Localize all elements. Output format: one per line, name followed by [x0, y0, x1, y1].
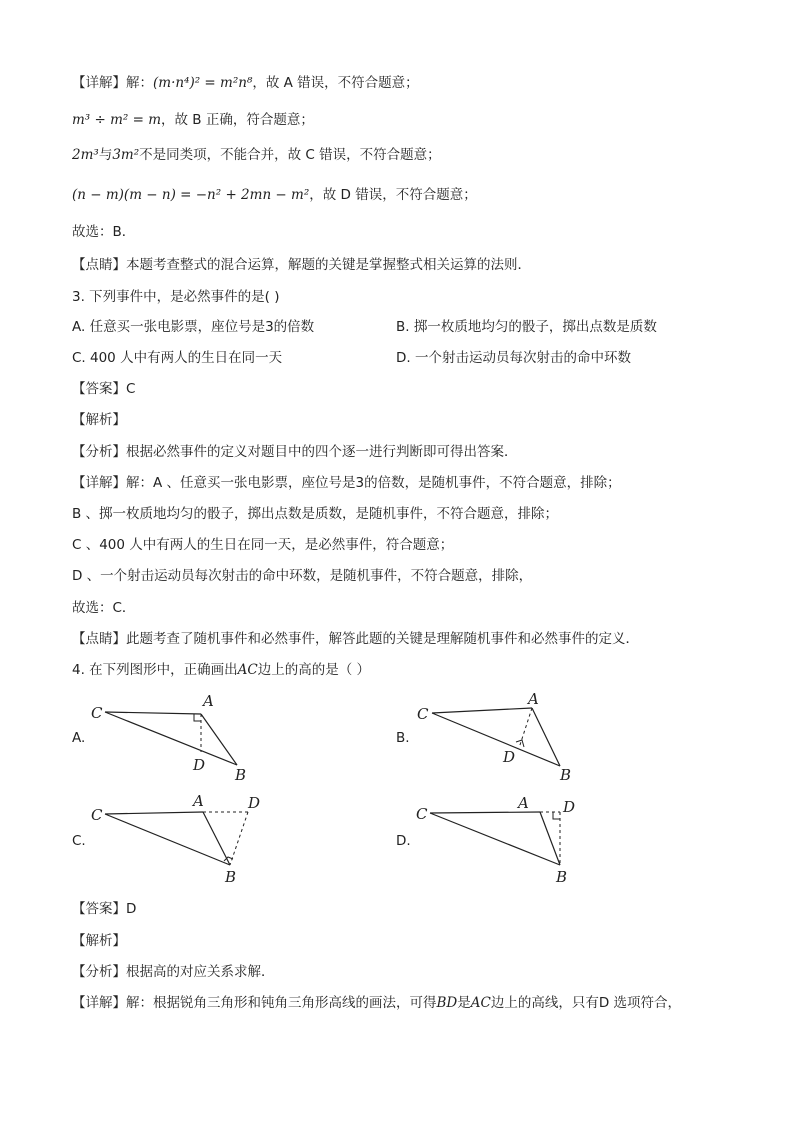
comment-text: 此题考查了随机事件和必然事件，解答此题的关键是理解随机事件和必然事件的定义． — [126, 631, 639, 647]
detail-tag: 【详解】 — [72, 995, 126, 1011]
q3-fenxi — [72, 442, 518, 462]
q4-analysis-tag: 【解析】 — [72, 933, 126, 949]
comment-text: 本题考查整式的混合运算，解题的关键是掌握整式相关运算的法则． — [126, 257, 531, 273]
answer-value: D — [126, 901, 137, 917]
q2-detail-line-d — [72, 185, 477, 205]
term-c1: 2m³ — [72, 147, 99, 163]
verdict-c: 不是同类项，不能合并，故 C 错误，不符合题意； — [139, 147, 441, 163]
vertex-d-label: D — [248, 794, 261, 812]
detail-prefix: 解： — [126, 75, 153, 91]
q2-comment — [72, 255, 531, 275]
q3-detail-line-2: B 、掷一枚质地均匀的骰子，掷出点数是质数，是随机事件，不符合题意，排除； — [72, 506, 559, 522]
fenxi-text: 根据必然事件的定义对题目中的四个逐一进行判断即可得出答案． — [126, 444, 518, 460]
stem-post: 边上的高的是（ ） — [257, 662, 371, 678]
answer-value: C — [126, 381, 136, 397]
fenxi-text: 根据高的对应关系求解． — [126, 964, 275, 980]
formula-b: m³ ÷ m² = m — [72, 112, 162, 128]
figure-c — [85, 790, 285, 890]
vertex-b-label: B — [225, 868, 237, 886]
detail-tag: 【详解】 — [72, 475, 126, 491]
detail-post: 边上的高线，只有D 选项符合， — [490, 995, 682, 1011]
q3-option-a: A. 任意买一张电影票，座位号是3的倍数 — [72, 319, 315, 335]
segment-bd: BD — [436, 995, 458, 1011]
figure-a — [85, 690, 265, 785]
vertex-a-label: A — [528, 690, 539, 708]
figure-a-option: A. — [72, 730, 86, 746]
figure-d — [410, 790, 610, 890]
vertex-a-label: A — [203, 692, 214, 710]
detail-text: 解：A 、任意买一张电影票，座位号是3的倍数，是随机事件，不符合题意，排除； — [126, 475, 621, 491]
verdict-b: ，故 B 正确，符合题意； — [161, 112, 314, 128]
vertex-b-label: B — [235, 766, 247, 784]
fenxi-tag: 【分析】 — [72, 444, 126, 460]
q3-choice: 故选：C． — [72, 600, 136, 616]
q3-comment — [72, 629, 639, 649]
figure-c-option: C. — [72, 833, 86, 849]
q4-fenxi — [72, 962, 275, 982]
fenxi-tag: 【分析】 — [72, 964, 126, 980]
q3-detail-line-1 — [72, 473, 621, 493]
q4-detail — [72, 993, 681, 1013]
q3-option-d: D. 一个射击运动员每次射击的命中环数 — [396, 350, 631, 366]
q2-detail-line-c — [72, 145, 441, 165]
vertex-b-label: B — [556, 868, 568, 886]
vertex-a-label: A — [193, 792, 204, 810]
segment-ac: AC — [470, 995, 491, 1011]
vertex-c-label: C — [91, 806, 103, 824]
detail-pre: 解：根据锐角三角形和钝角三角形高线的画法，可得 — [126, 995, 437, 1011]
figure-b — [410, 690, 590, 785]
vertex-c-label: C — [416, 805, 428, 823]
answer-tag: 【答案】 — [72, 901, 126, 917]
q3-option-c: C. 400 人中有两人的生日在同一天 — [72, 350, 283, 366]
q2-detail-line-b — [72, 110, 314, 130]
vertex-c-label: C — [91, 704, 103, 722]
q4-answer — [72, 899, 136, 919]
q3-option-b: B. 掷一枚质地均匀的骰子，掷出点数是质数 — [396, 319, 657, 335]
stem-math: AC — [237, 662, 258, 678]
figure-b-option: B. — [396, 730, 410, 746]
verdict-a: ，故 A 错误，不符合题意； — [252, 75, 419, 91]
q2-choice: 故选：B． — [72, 224, 136, 240]
answer-tag: 【答案】 — [72, 381, 126, 397]
q4-stem — [72, 660, 370, 680]
vertex-d-label: D — [193, 756, 206, 774]
vertex-b-label: B — [560, 766, 572, 784]
q3-answer — [72, 379, 135, 399]
q2-detail-line-a — [72, 73, 419, 93]
vertex-d-label: D — [503, 748, 516, 766]
formula-a: (m·n⁴)² = m²n⁸ — [153, 75, 253, 91]
q3-detail-line-4: D 、一个射击运动员每次射击的命中环数，是随机事件，不符合题意，排除， — [72, 568, 533, 584]
vertex-c-label: C — [417, 705, 429, 723]
connector: 与 — [98, 147, 113, 163]
verdict-d: ，故 D 错误，不符合题意； — [309, 187, 477, 203]
vertex-d-label: D — [563, 798, 576, 816]
stem-pre: 4. 在下列图形中，正确画出 — [72, 662, 238, 678]
formula-d: (n − m)(m − n) = −n² + 2mn − m² — [72, 187, 310, 203]
vertex-a-label: A — [518, 794, 529, 812]
comment-tag: 【点睛】 — [72, 631, 126, 647]
q3-detail-line-3: C 、400 人中有两人的生日在同一天，是必然事件，符合题意； — [72, 537, 454, 553]
figure-d-option: D. — [396, 833, 411, 849]
q3-stem: 3. 下列事件中，是必然事件的是( ) — [72, 289, 280, 305]
q3-analysis-tag: 【解析】 — [72, 412, 126, 428]
detail-mid: 是 — [457, 995, 471, 1011]
detail-tag: 【详解】 — [72, 75, 126, 91]
term-c2: 3m² — [112, 147, 140, 163]
comment-tag: 【点睛】 — [72, 257, 126, 273]
